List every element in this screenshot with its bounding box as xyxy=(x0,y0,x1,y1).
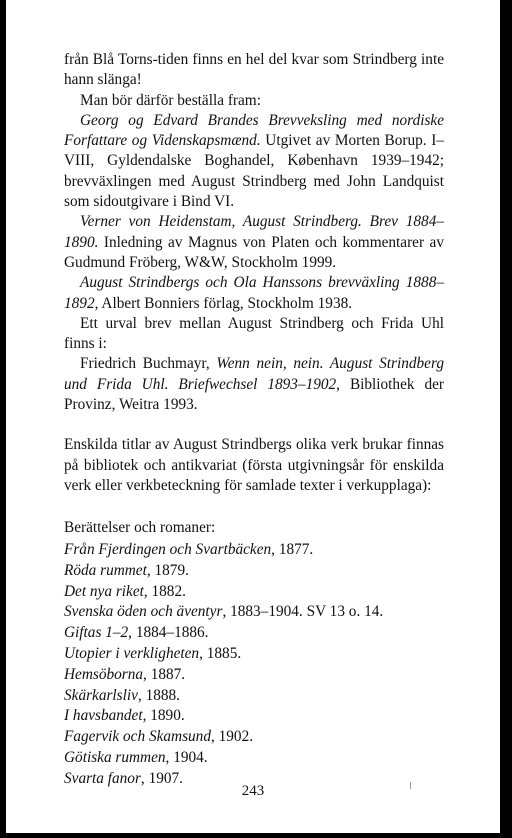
reference-title: Wenn nein, nein. August Strindberg und Frida Uhl. Briefwechsel 1893–1902 xyxy=(64,355,444,393)
work-year: , 1907. xyxy=(140,769,183,787)
margin-mark xyxy=(410,782,411,789)
work-item xyxy=(64,602,444,623)
scan-edge xyxy=(504,0,512,833)
work-title: Röda rummet xyxy=(64,561,147,579)
reference-title: Verner von Heidenstam, August Strindberg. Brev 1884–1890. xyxy=(64,213,444,251)
work-year: , 1887. xyxy=(143,665,186,683)
work-title: Utopier i verkligheten xyxy=(64,645,200,663)
reference-title: Georg og Edvard Brandes Brevveksling med nordiske Forfattare og Videnskapsmænd. xyxy=(64,111,444,150)
work-year: , 1883–1904. SV 13 o. 14. xyxy=(222,603,384,621)
para-selection: Ett urval brev mellan August Strindberg och Frida Uhl finns i: xyxy=(64,314,444,353)
work-item xyxy=(64,582,444,603)
work-year: , 1882. xyxy=(143,582,186,600)
work-year: , 1884–1886. xyxy=(128,624,209,642)
work-year: , 1902. xyxy=(210,728,254,746)
work-title: Från Fjerdingen och Svartbäcken xyxy=(64,541,272,559)
works-heading: Berättelser och romaner: xyxy=(64,519,216,537)
reference-heidenstam: Verner von Heidenstam, August Strindberg. Brev 1884–1890. Inledning av Magnus von Platen och kommentarer av Gudmund Fröberg, W&W, Stockholm 1999. xyxy=(64,213,444,271)
work-title: Götiska rummen xyxy=(64,749,166,766)
work-item xyxy=(64,644,444,665)
work-title: Det nya riket xyxy=(64,582,144,600)
work-year: , 1888. xyxy=(137,686,181,704)
works-list xyxy=(64,518,444,789)
work-item xyxy=(64,686,444,707)
work-year: , 1879. xyxy=(146,561,189,579)
work-title: Fagervik och Skamsund xyxy=(64,728,211,746)
work-title: Hemsöborna xyxy=(64,665,144,683)
work-year: , 1877. xyxy=(271,541,314,559)
book-page xyxy=(6,0,500,833)
work-year: , 1885. xyxy=(199,645,242,663)
para-order-instruction: Man bör därför beställa fram: xyxy=(80,91,261,109)
work-item xyxy=(64,561,444,582)
reference-buchmayr: Friedrich Buchmayr, Wenn nein, nein. August Strindberg und Frida Uhl. Briefwechsel 1893–1902, Bibliothek der Provinz, Weitra 1993. xyxy=(64,355,444,414)
work-item xyxy=(64,748,444,769)
reference-title: August Strindbergs och Ola Hanssons brevväxling 1888–1892 xyxy=(64,274,444,312)
para-continuation: från Blå Torns-tiden finns en hel del kvar som Strindberg inte hann slänga! xyxy=(64,51,444,89)
work-item xyxy=(64,623,444,644)
work-title: Giftas 1–2 xyxy=(64,624,129,642)
work-item xyxy=(64,540,444,561)
work-item xyxy=(64,706,444,727)
work-year: , 1890. xyxy=(142,707,185,725)
work-title: Svenska öden och äventyr xyxy=(64,603,223,621)
work-item xyxy=(64,727,444,748)
work-title: Skärkarlsliv xyxy=(64,686,138,704)
work-item xyxy=(64,665,444,686)
reference-brandes: Georg og Edvard Brandes Brevveksling med nordiske Forfattare og Videnskapsmænd. Utgivet av Morten Borup. I–VIII, Gyldendalske Boghandel, København 1939–1942; brevväxlingen med August Strindberg med John Landquist som sidoutgivare i Bind VI. xyxy=(64,111,444,211)
para-individual-titles: Enskilda titlar av August Strindbergs olika verk brukar finnas på bibliotek och antikvariat (första utgivningsår för enskilda verk eller verkbeteckning för samlade texter i verkupplaga): xyxy=(64,436,444,494)
reference-hansson: August Strindbergs och Ola Hanssons brevväxling 1888–1892, Albert Bonniers förlag, Stockholm 1938. xyxy=(64,274,444,312)
page-number: 243 xyxy=(241,783,265,799)
work-year: , 1904. xyxy=(165,749,208,766)
work-title: Svarta fanor xyxy=(64,769,141,787)
page-body xyxy=(64,50,444,790)
work-title: I havsbandet xyxy=(64,707,143,725)
